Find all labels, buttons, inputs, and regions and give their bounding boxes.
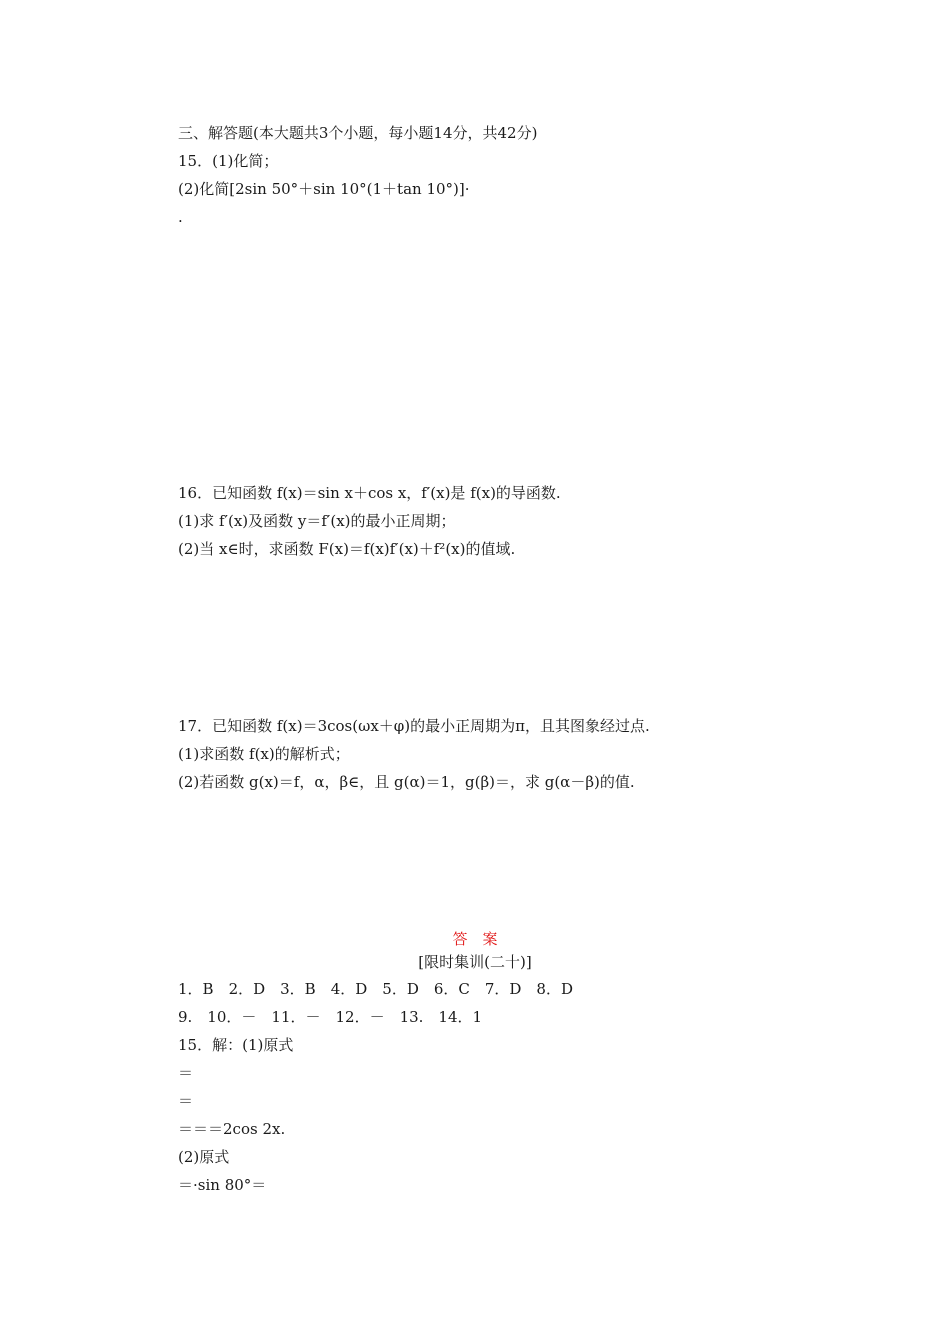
question-17-part1: (1)求函数 f(x)的解析式； [178,745,350,763]
solution-15-head: 15．解：(1)原式 [178,1036,294,1054]
question-16-part2: (2)当 x∈时，求函数 F(x)＝f(x)f′(x)＋f²(x)的值域. [178,540,516,558]
question-17-stem: 17．已知函数 f(x)＝3cos(ωx＋φ)的最小正周期为π，且其图象经过点. [178,717,650,735]
solution-15-step3: ＝＝＝2cos 2x. [178,1120,286,1138]
solution-15-part2-step1: ＝·sin 80°＝ [178,1176,267,1194]
question-16-stem: 16．已知函数 f(x)＝sin x＋cos x，f′(x)是 f(x)的导函数. [178,484,561,502]
answers-title: 答 案 [452,930,498,948]
solution-15-part2-head: (2)原式 [178,1148,230,1166]
question-17-part2: (2)若函数 g(x)＝f，α，β∈，且 g(α)＝1，g(β)＝，求 g(α－β)的值. [178,773,635,791]
solution-15-step2: ＝ [178,1092,194,1110]
question-15-part2: (2)化简[2sin 50°＋sin 10°(1＋tan 10°)]· [178,180,470,198]
question-15-part1: 15．(1)化简； [178,152,279,170]
answers-fill-row: 9. 10．－ 11．－ 12．－ 13. 14．1 [178,1008,483,1026]
section-header: 三、解答题(本大题共3个小题，每小题14分，共42分) [178,124,538,142]
answers-subtitle: [限时集训(二十)] [418,953,532,971]
question-16-part1: (1)求 f′(x)及函数 y＝f′(x)的最小正周期； [178,512,456,530]
question-15-end: . [178,208,183,226]
answers-choice-row: 1．B 2．D 3．B 4．D 5．D 6．C 7．D 8．D [178,980,574,998]
solution-15-step1: ＝ [178,1064,194,1082]
